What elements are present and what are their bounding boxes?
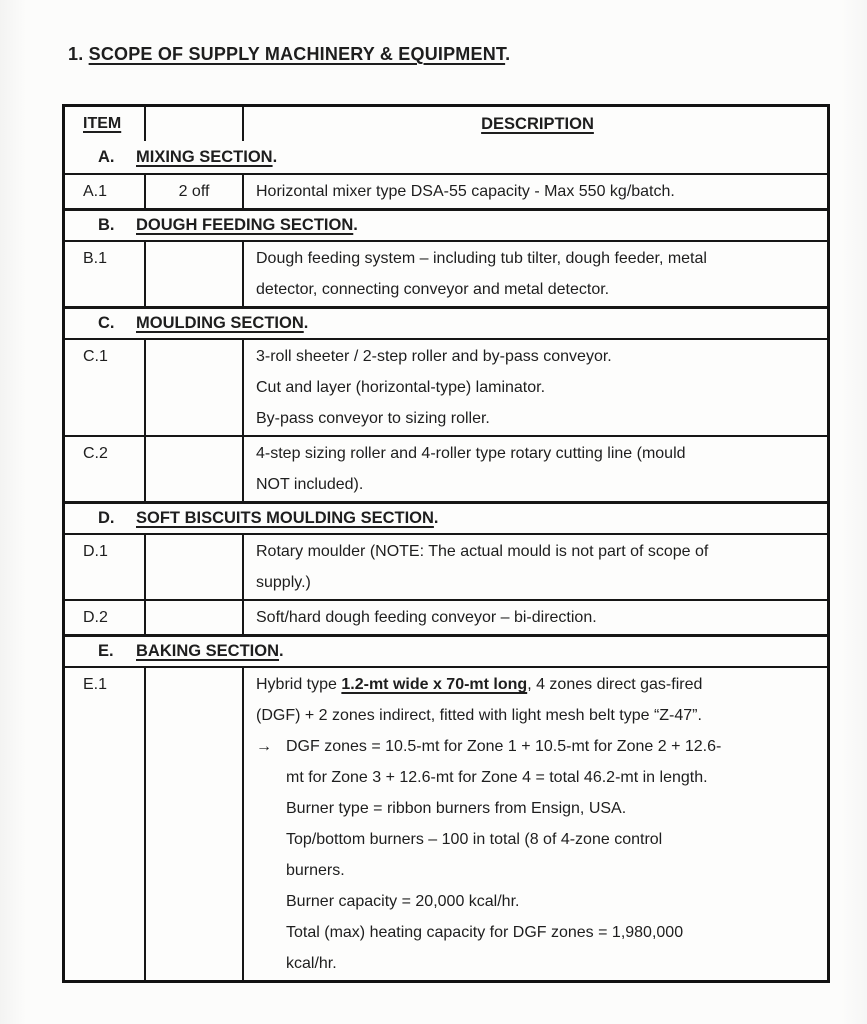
- section-name: SOFT BISCUITS MOULDING SECTION: [136, 509, 434, 527]
- qty-value: [150, 243, 238, 274]
- description-cell: [244, 242, 827, 306]
- description-line: [256, 731, 819, 762]
- description-line: [256, 793, 819, 824]
- page-title-text: SCOPE OF SUPPLY MACHINERY & EQUIPMENT: [88, 44, 506, 64]
- qty-value: [150, 536, 238, 567]
- item-cell: [65, 437, 146, 501]
- arrow-icon: →: [256, 738, 272, 755]
- qty-cell: [146, 242, 244, 306]
- description-cell: [244, 175, 827, 208]
- description-line: [256, 536, 819, 567]
- description-line: [256, 602, 819, 633]
- page-title-number: 1.: [68, 44, 84, 64]
- section-letter: E.: [98, 642, 114, 660]
- header-cell-item: [65, 107, 146, 141]
- section-name: MIXING SECTION: [136, 147, 273, 166]
- qty-cell: [146, 340, 244, 435]
- description-text: Rotary moulder (NOTE: The actual mould is not part of scope of: [256, 543, 709, 560]
- item-number: D.1: [83, 543, 108, 560]
- item-cell: [65, 242, 146, 306]
- qty-cell: [146, 601, 244, 634]
- section-period: .: [272, 147, 278, 166]
- item-number: B.1: [83, 250, 108, 267]
- scope-of-supply-table: [62, 104, 830, 983]
- description-line: [256, 243, 819, 274]
- description-text: (DGF) + 2 zones indirect, fitted with light mesh belt type “Z-47”.: [256, 707, 702, 724]
- description-line: [256, 469, 819, 500]
- table-header-row: [65, 107, 827, 141]
- header-cell-qty: [146, 107, 244, 141]
- description-line: [256, 176, 819, 207]
- description-text: Total (max) heating capacity for DGF zones = 1,980,000: [286, 924, 684, 941]
- description-text: NOT included).: [256, 476, 364, 493]
- section-name: DOUGH FEEDING SECTION: [136, 216, 354, 234]
- item-number: D.2: [83, 609, 108, 626]
- description-line: [256, 917, 819, 948]
- table-row: [65, 599, 827, 634]
- item-number: A.1: [83, 183, 108, 200]
- description-text: 1.2-mt wide x 70-mt long: [341, 676, 528, 693]
- description-text: DGF zones = 10.5-mt for Zone 1 + 10.5-mt for Zone 2 + 12.6-: [286, 738, 722, 755]
- description-text: Soft/hard dough feeding conveyor – bi-direction.: [256, 609, 597, 626]
- description-cell: [244, 340, 827, 435]
- description-text: supply.): [256, 574, 311, 591]
- description-cell: [244, 601, 827, 634]
- description-text: Horizontal mixer type DSA-55 capacity - Max 550 kg/batch.: [256, 183, 675, 200]
- description-line: [256, 886, 819, 917]
- section-row: [65, 141, 827, 173]
- qty-value: 2 off: [178, 183, 210, 200]
- description-text: 3-roll sheeter / 2-step roller and by-pass conveyor.: [256, 348, 612, 365]
- section-period: .: [433, 509, 439, 527]
- table-row: [65, 173, 827, 208]
- description-text: 4-step sizing roller and 4-roller type rotary cutting line (mould: [256, 445, 686, 462]
- item-cell: [65, 340, 146, 435]
- table-row: [65, 533, 827, 599]
- description-cell: [244, 535, 827, 599]
- section-row: [65, 306, 827, 338]
- table-row: [65, 240, 827, 306]
- header-item-label: ITEM: [83, 115, 122, 132]
- section-period: .: [279, 642, 284, 660]
- item-number: C.1: [83, 348, 108, 365]
- item-number: E.1: [83, 676, 108, 693]
- description-line: [256, 855, 819, 886]
- description-text: Burner type = ribbon burners from Ensign, USA.: [286, 800, 627, 817]
- description-line: [256, 567, 819, 598]
- table-row: [65, 666, 827, 980]
- description-line: [256, 274, 819, 305]
- description-text: burners.: [286, 862, 345, 879]
- section-row: [65, 634, 827, 666]
- description-line: [256, 403, 819, 434]
- item-cell: [65, 601, 146, 634]
- description-cell: [244, 437, 827, 501]
- page-title-period: .: [505, 44, 511, 64]
- qty-cell: [146, 535, 244, 599]
- qty-cell: [146, 437, 244, 501]
- header-qty-label: [150, 108, 238, 140]
- qty-cell: [146, 175, 244, 208]
- section-letter: A.: [98, 147, 115, 166]
- section-name: BAKING SECTION: [136, 642, 280, 660]
- section-letter: C.: [98, 314, 115, 332]
- description-line: [256, 438, 819, 469]
- qty-value: [150, 602, 238, 633]
- description-line: [256, 762, 819, 793]
- description-text: Burner capacity = 20,000 kcal/hr.: [286, 893, 520, 910]
- page-title: [68, 44, 510, 65]
- section-period: .: [353, 216, 358, 234]
- section-row: [65, 501, 827, 533]
- section-letter: B.: [98, 216, 115, 234]
- description-text: Cut and layer (horizontal-type) laminator.: [256, 379, 546, 396]
- item-cell: [65, 175, 146, 208]
- description-line: [256, 372, 819, 403]
- description-line: [256, 700, 819, 731]
- qty-value: [150, 341, 238, 372]
- item-cell: [65, 535, 146, 599]
- description-cell: [244, 668, 827, 980]
- item-cell: [65, 668, 146, 980]
- qty-value: [150, 438, 238, 469]
- section-name: MOULDING SECTION: [136, 314, 304, 332]
- description-line: [256, 341, 819, 372]
- description-text: Top/bottom burners – 100 in total (8 of 4-zone control: [286, 831, 663, 848]
- table-row: [65, 338, 827, 435]
- description-text: mt for Zone 3 + 12.6-mt for Zone 4 = total 46.2-mt in length.: [286, 769, 708, 786]
- header-description-label: DESCRIPTION: [481, 115, 594, 133]
- description-text: By-pass conveyor to sizing roller.: [256, 410, 490, 427]
- header-cell-description: [244, 107, 827, 141]
- qty-cell: [146, 668, 244, 980]
- description-text: , 4 zones direct gas-fired: [527, 676, 703, 693]
- section-row: [65, 208, 827, 240]
- table-body: [65, 141, 827, 980]
- description-text: Dough feeding system – including tub tilter, dough feeder, metal: [256, 250, 707, 267]
- description-line: [256, 669, 819, 700]
- description-line: [256, 824, 819, 855]
- description-line: [256, 948, 819, 979]
- section-period: .: [303, 314, 309, 332]
- description-text: Hybrid type: [256, 676, 342, 693]
- description-text: kcal/hr.: [286, 955, 337, 972]
- description-text: detector, connecting conveyor and metal detector.: [256, 281, 610, 298]
- qty-value: [150, 669, 238, 700]
- section-letter: D.: [98, 509, 115, 527]
- item-number: C.2: [83, 445, 108, 462]
- table-row: [65, 435, 827, 501]
